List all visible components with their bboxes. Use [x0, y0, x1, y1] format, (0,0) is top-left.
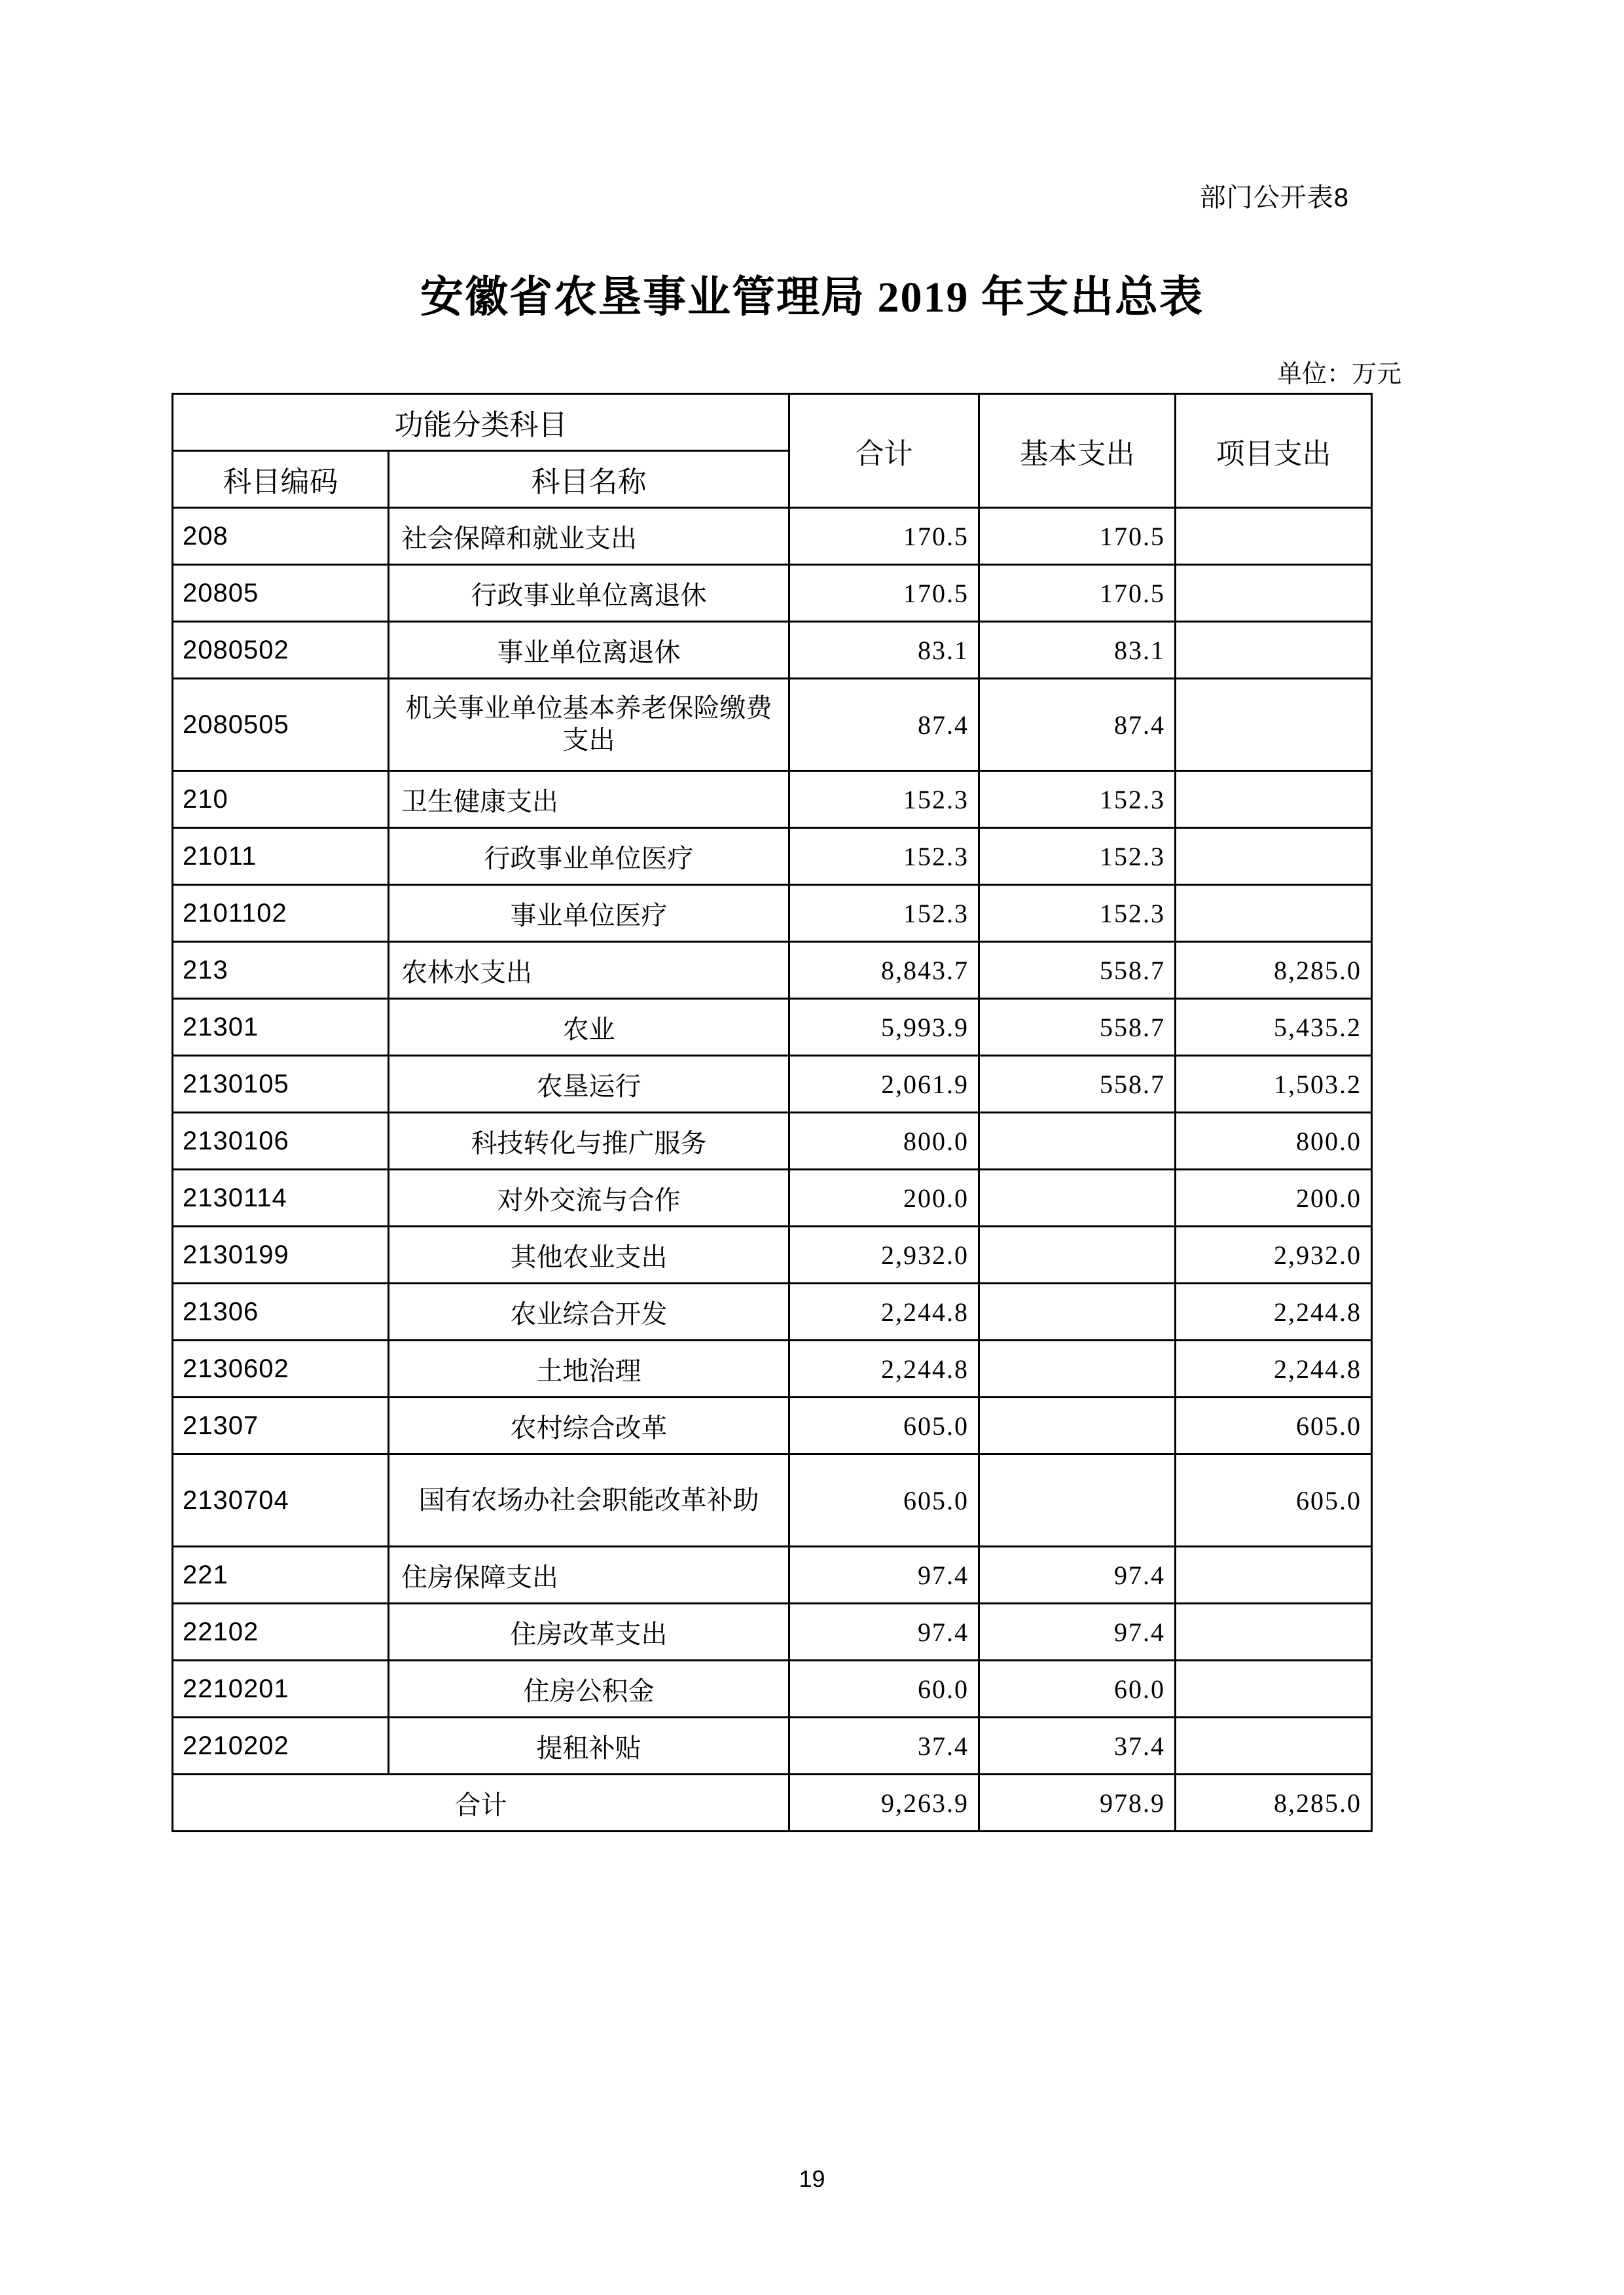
- cell-project: 2,244.8: [1176, 1341, 1372, 1398]
- cell-basic: 83.1: [979, 622, 1176, 679]
- cell-subject-name: 农垦运行: [389, 1056, 789, 1113]
- table-row: [173, 999, 1372, 1056]
- cell-basic: 170.5: [979, 565, 1176, 622]
- cell-total: 152.3: [789, 885, 979, 942]
- cell-basic: 97.4: [979, 1604, 1176, 1661]
- table-header: [173, 394, 1372, 508]
- cell-project: [1176, 885, 1372, 942]
- cell-basic: [979, 1341, 1176, 1398]
- cell-project: [1176, 622, 1372, 679]
- cell-total: 170.5: [789, 508, 979, 565]
- cell-subject-code: 2210201: [173, 1661, 389, 1718]
- expenditure-table: [171, 393, 1373, 1832]
- cell-project: [1176, 771, 1372, 828]
- table-header-row-1: [173, 394, 1372, 451]
- cell-subject-name: 对外交流与合作: [389, 1170, 789, 1227]
- cell-subject-code: 2130105: [173, 1056, 389, 1113]
- cell-project: [1176, 1718, 1372, 1775]
- cell-subject-name: 事业单位离退休: [389, 622, 789, 679]
- cell-total: 5,993.9: [789, 999, 979, 1056]
- cell-project: [1176, 679, 1372, 771]
- cell-subject-name: 农村综合改革: [389, 1398, 789, 1455]
- cell-total: 2,932.0: [789, 1227, 979, 1284]
- cell-project: [1176, 1661, 1372, 1718]
- cell-project: [1176, 565, 1372, 622]
- cell-subject-code: 208: [173, 508, 389, 565]
- cell-subject-name: 卫生健康支出: [389, 771, 789, 828]
- cell-total-project: 8,285.0: [1176, 1775, 1372, 1832]
- table-row: [173, 1284, 1372, 1341]
- cell-subject-code: 2080505: [173, 679, 389, 771]
- cell-subject-code: 2210202: [173, 1718, 389, 1775]
- cell-project: 800.0: [1176, 1113, 1372, 1170]
- table-row: [173, 565, 1372, 622]
- table-row: [173, 679, 1372, 771]
- cell-subject-name: 行政事业单位离退休: [389, 565, 789, 622]
- table-row: [173, 1227, 1372, 1284]
- cell-basic: 97.4: [979, 1547, 1176, 1604]
- header-function-category: 功能分类科目: [173, 394, 789, 451]
- cell-total-basic: 978.9: [979, 1775, 1176, 1832]
- cell-subject-name: 土地治理: [389, 1341, 789, 1398]
- cell-subject-code: 210: [173, 771, 389, 828]
- table-row: [173, 1455, 1372, 1547]
- cell-subject-code: 21301: [173, 999, 389, 1056]
- cell-subject-code: 21011: [173, 828, 389, 885]
- cell-subject-code: 2130199: [173, 1227, 389, 1284]
- cell-subject-name: 事业单位医疗: [389, 885, 789, 942]
- cell-project: [1176, 508, 1372, 565]
- cell-subject-code: 2130106: [173, 1113, 389, 1170]
- cell-subject-code: 221: [173, 1547, 389, 1604]
- cell-basic: 152.3: [979, 885, 1176, 942]
- cell-project: [1176, 1604, 1372, 1661]
- cell-subject-code: 21307: [173, 1398, 389, 1455]
- cell-project: 2,932.0: [1176, 1227, 1372, 1284]
- cell-subject-name: 住房改革支出: [389, 1604, 789, 1661]
- cell-subject-name: 国有农场办社会职能改革补助: [389, 1455, 789, 1547]
- table-row: [173, 1113, 1372, 1170]
- cell-subject-code: 2130704: [173, 1455, 389, 1547]
- cell-basic: 60.0: [979, 1661, 1176, 1718]
- cell-total: 83.1: [789, 622, 979, 679]
- cell-subject-code: 21306: [173, 1284, 389, 1341]
- cell-total: 170.5: [789, 565, 979, 622]
- cell-basic: 170.5: [979, 508, 1176, 565]
- cell-basic: [979, 1113, 1176, 1170]
- cell-project: 8,285.0: [1176, 942, 1372, 999]
- table-row: [173, 622, 1372, 679]
- cell-total: 60.0: [789, 1661, 979, 1718]
- header-subject-code: 科目编码: [173, 451, 389, 508]
- unit-note: 单位：万元: [1276, 361, 1401, 388]
- header-project-expenditure: 项目支出: [1176, 394, 1372, 508]
- table-row: [173, 1341, 1372, 1398]
- cell-total: 800.0: [789, 1113, 979, 1170]
- cell-subject-name: 农业综合开发: [389, 1284, 789, 1341]
- table-row: [173, 508, 1372, 565]
- table-row: [173, 1170, 1372, 1227]
- table-row: [173, 828, 1372, 885]
- cell-subject-name: 农林水支出: [389, 942, 789, 999]
- cell-basic: 37.4: [979, 1718, 1176, 1775]
- header-total: 合计: [789, 394, 979, 508]
- cell-basic: [979, 1170, 1176, 1227]
- cell-total: 97.4: [789, 1604, 979, 1661]
- cell-subject-code: 2130114: [173, 1170, 389, 1227]
- cell-subject-name: 行政事业单位医疗: [389, 828, 789, 885]
- cell-total: 152.3: [789, 771, 979, 828]
- cell-total: 97.4: [789, 1547, 979, 1604]
- cell-total-label: 合计: [173, 1775, 789, 1832]
- cell-total: 2,244.8: [789, 1341, 979, 1398]
- cell-project: [1176, 828, 1372, 885]
- cell-basic: 152.3: [979, 828, 1176, 885]
- cell-project: 2,244.8: [1176, 1284, 1372, 1341]
- cell-project: 605.0: [1176, 1398, 1372, 1455]
- table-body: [173, 508, 1372, 1832]
- cell-subject-code: 2080502: [173, 622, 389, 679]
- table-row: [173, 1718, 1372, 1775]
- cell-total-total: 9,263.9: [789, 1775, 979, 1832]
- cell-subject-code: 20805: [173, 565, 389, 622]
- cell-basic: [979, 1398, 1176, 1455]
- cell-subject-name: 农业: [389, 999, 789, 1056]
- cell-total: 2,244.8: [789, 1284, 979, 1341]
- table-row: [173, 1547, 1372, 1604]
- cell-subject-name: 住房保障支出: [389, 1547, 789, 1604]
- cell-total: 605.0: [789, 1455, 979, 1547]
- cell-project: 1,503.2: [1176, 1056, 1372, 1113]
- table-row: [173, 1661, 1372, 1718]
- cell-project: 5,435.2: [1176, 999, 1372, 1056]
- table-row: [173, 1398, 1372, 1455]
- page-title: 安徽省农垦事业管理局 2019 年支出总表: [420, 274, 1204, 321]
- cell-subject-code: 2130602: [173, 1341, 389, 1398]
- cell-basic: 558.7: [979, 942, 1176, 999]
- cell-subject-name: 机关事业单位基本养老保险缴费支出: [389, 679, 789, 771]
- cell-basic: [979, 1455, 1176, 1547]
- cell-basic: 152.3: [979, 771, 1176, 828]
- cell-project: 605.0: [1176, 1455, 1372, 1547]
- form-number-note: 部门公开表8: [1199, 183, 1349, 212]
- cell-subject-code: 213: [173, 942, 389, 999]
- cell-total: 37.4: [789, 1718, 979, 1775]
- cell-basic: [979, 1227, 1176, 1284]
- cell-subject-name: 社会保障和就业支出: [389, 508, 789, 565]
- cell-total: 8,843.7: [789, 942, 979, 999]
- table-row: [173, 942, 1372, 999]
- cell-total: 2,061.9: [789, 1056, 979, 1113]
- cell-total: 605.0: [789, 1398, 979, 1455]
- cell-subject-code: 2101102: [173, 885, 389, 942]
- table-row: [173, 885, 1372, 942]
- header-basic-expenditure: 基本支出: [979, 394, 1176, 508]
- cell-total: 200.0: [789, 1170, 979, 1227]
- cell-subject-name: 提租补贴: [389, 1718, 789, 1775]
- cell-total: 152.3: [789, 828, 979, 885]
- cell-total: 87.4: [789, 679, 979, 771]
- header-subject-name: 科目名称: [389, 451, 789, 508]
- cell-subject-name: 其他农业支出: [389, 1227, 789, 1284]
- table-row: [173, 1604, 1372, 1661]
- cell-basic: 558.7: [979, 1056, 1176, 1113]
- cell-project: [1176, 1547, 1372, 1604]
- cell-subject-name: 科技转化与推广服务: [389, 1113, 789, 1170]
- table-row: [173, 771, 1372, 828]
- cell-subject-name: 住房公积金: [389, 1661, 789, 1718]
- table-row: [173, 1056, 1372, 1113]
- cell-basic: [979, 1284, 1176, 1341]
- cell-basic: 558.7: [979, 999, 1176, 1056]
- cell-basic: 87.4: [979, 679, 1176, 771]
- cell-subject-code: 22102: [173, 1604, 389, 1661]
- cell-project: 200.0: [1176, 1170, 1372, 1227]
- table-total-row: [173, 1775, 1372, 1832]
- page-number: 19: [799, 2165, 825, 2192]
